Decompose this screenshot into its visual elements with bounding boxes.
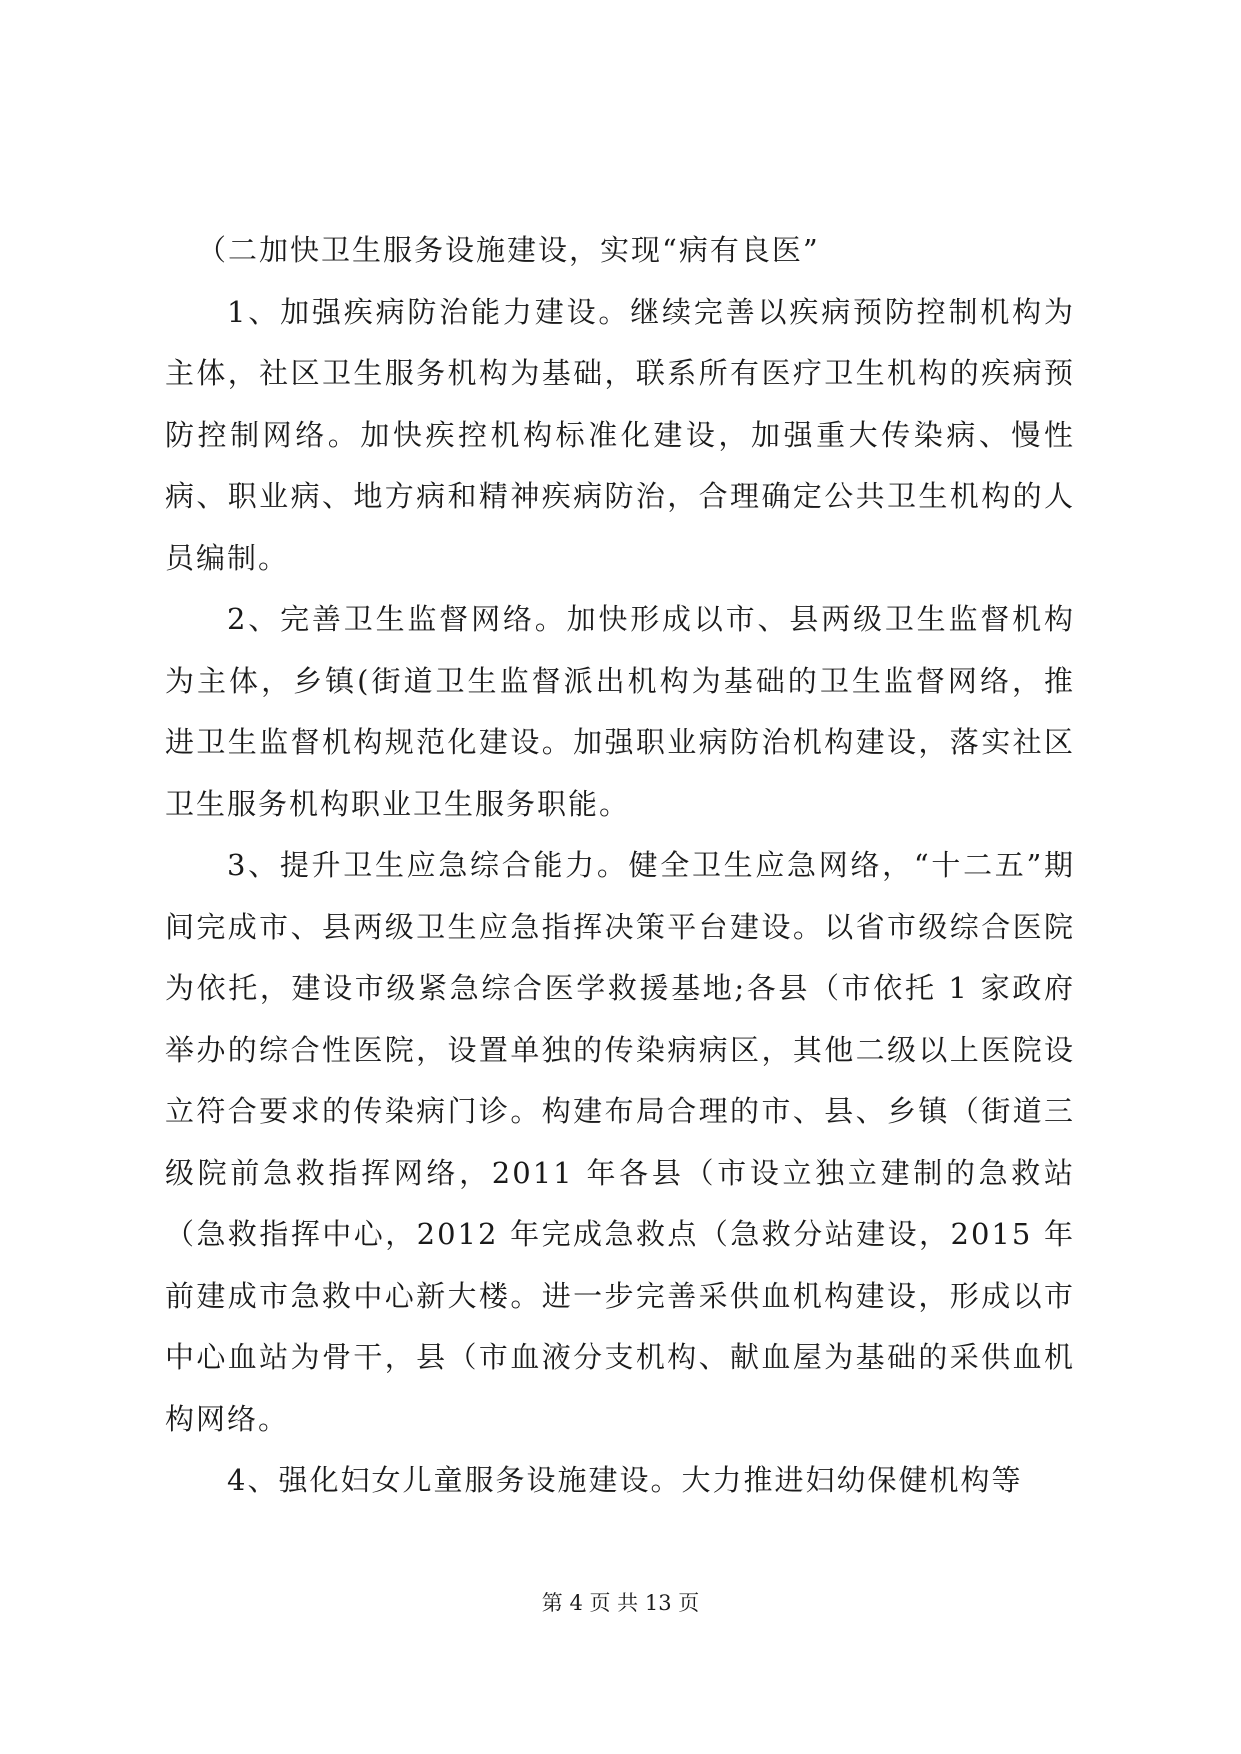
- page-number-footer: 第 4 页 共 13 页: [541, 1591, 700, 1615]
- paragraph-health-supervision: 2、完善卫生监督网络。加快形成以市、县两级卫生监督机构为主体，乡镇(街道卫生监督派出机构为基础的卫生监督网络，推进卫生监督机构规范化建设。加强职业病防治机构建设，落实社区卫生服务机构职业卫生服务职能。: [165, 602, 1075, 821]
- section-heading: （二加快卫生服务设施建设，实现“病有良医”: [197, 233, 820, 267]
- document-body: [165, 220, 1075, 1512]
- paragraph-women-children-services: 4、强化妇女儿童服务设施建设。大力推进妇幼保健机构等: [227, 1463, 1023, 1497]
- paragraph-emergency-capacity: 3、提升卫生应急综合能力。健全卫生应急网络，“十二五”期间完成市、县两级卫生应急指挥决策平台建设。以省市级综合医院为依托，建设市级紧急综合医学救援基地;各县（市依托 1 家政府举办的综合性医院，设置单独的传染病病区，其他二级以上医院设立符合要求的传染病门诊。构建布局合理的市、县、乡镇（街道三级院前急救指挥网络，2011 年各县（市设立独立建制的急救站（急救指挥中心，2012 年完成急救点（急救分站建设，2015 年前建成市急救中心新大楼。进一步完善采供血机构建设，形成以市中心血站为骨干，县（市血液分支机构、献血屋为基础的采供血机构网络。: [165, 848, 1075, 1436]
- paragraph-disease-prevention: 1、加强疾病防治能力建设。继续完善以疾病预防控制机构为主体，社区卫生服务机构为基础，联系所有医疗卫生机构的疾病预防控制网络。加快疾控机构标准化建设，加强重大传染病、慢性病、职业病、地方病和精神疾病防治，合理确定公共卫生机构的人员编制。: [165, 294, 1075, 575]
